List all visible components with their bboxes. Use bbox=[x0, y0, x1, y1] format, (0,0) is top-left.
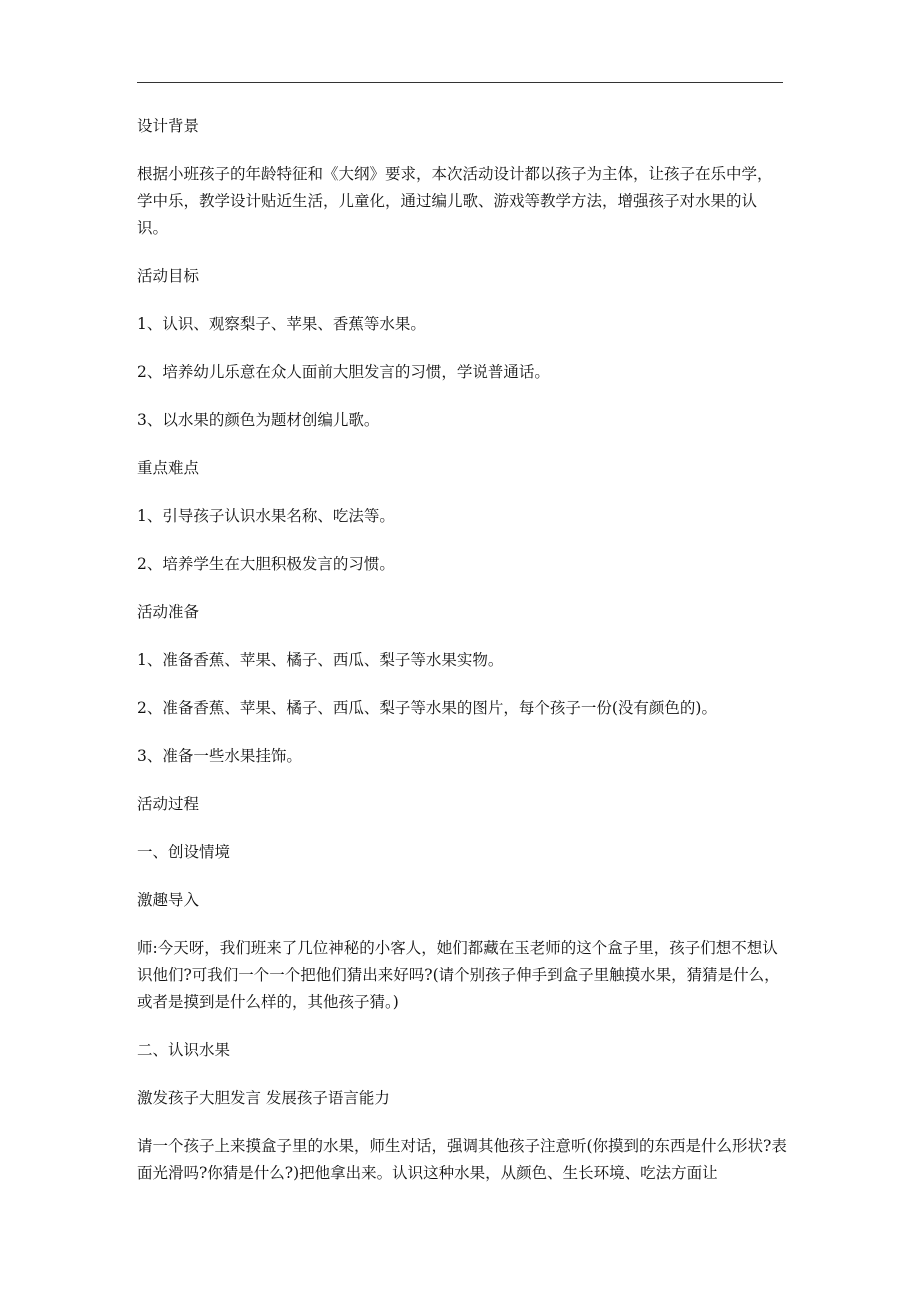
goal-item-3: 3、以水果的颜色为题材创编儿歌。 bbox=[137, 411, 380, 429]
preparation-item-3: 3、准备一些水果挂饰。 bbox=[137, 747, 302, 765]
header-rule bbox=[137, 82, 783, 83]
section-heading-1: 一、创设情境 bbox=[137, 843, 231, 861]
heading-design-background: 设计背景 bbox=[137, 117, 200, 135]
difficulty-item-1: 1、引导孩子认识水果名称、吃法等。 bbox=[137, 507, 395, 525]
preparation-item-1: 1、准备香蕉、苹果、橘子、西瓜、梨子等水果实物。 bbox=[137, 651, 504, 669]
subheading-encourage-speaking: 激发孩子大胆发言 发展孩子语言能力 bbox=[137, 1089, 390, 1107]
preparation-item-2: 2、准备香蕉、苹果、橘子、西瓜、梨子等水果的图片，每个孩子一份(没有颜色的)。 bbox=[137, 699, 717, 717]
heading-activity-goals: 活动目标 bbox=[137, 267, 200, 285]
goal-item-1: 1、认识、观察梨子、苹果、香蕉等水果。 bbox=[137, 315, 426, 333]
subheading-introduction: 激趣导入 bbox=[137, 891, 200, 909]
section-heading-2: 二、认识水果 bbox=[137, 1041, 231, 1059]
difficulty-item-2: 2、培养学生在大胆积极发言的习惯。 bbox=[137, 555, 395, 573]
heading-activity-process: 活动过程 bbox=[137, 795, 200, 813]
heading-key-difficulties: 重点难点 bbox=[137, 459, 200, 477]
document-body bbox=[137, 113, 787, 1208]
paragraph-teacher-dialogue: 师:今天呀，我们班来了几位神秘的小客人，她们都藏在玉老师的这个盒子里，孩子们想不想认识他们?可我们一个一个把他们猜出来好吗?(请个别孩子伸手到盒子里触摸水果，猜猜是什么，或者是摸到是什么样的，其他孩子猜。) bbox=[137, 939, 780, 1011]
heading-activity-preparation: 活动准备 bbox=[137, 603, 200, 621]
paragraph-background-text: 根据小班孩子的年龄特征和《大纲》要求，本次活动设计都以孩子为主体，让孩子在乐中学，学中乐，教学设计贴近生活，儿童化，通过编儿歌、游戏等教学方法，增强孩子对水果的认识。 bbox=[137, 165, 773, 237]
paragraph-fruit-recognition: 请一个孩子上来摸盒子里的水果，师生对话，强调其他孩子注意听(你摸到的东西是什么形状?表面光滑吗?你猜是什么?)把他拿出来。认识这种水果，从颜色、生长环境、吃法方面让 bbox=[137, 1137, 787, 1182]
goal-item-2: 2、培养幼儿乐意在众人面前大胆发言的习惯，学说普通话。 bbox=[137, 363, 550, 381]
